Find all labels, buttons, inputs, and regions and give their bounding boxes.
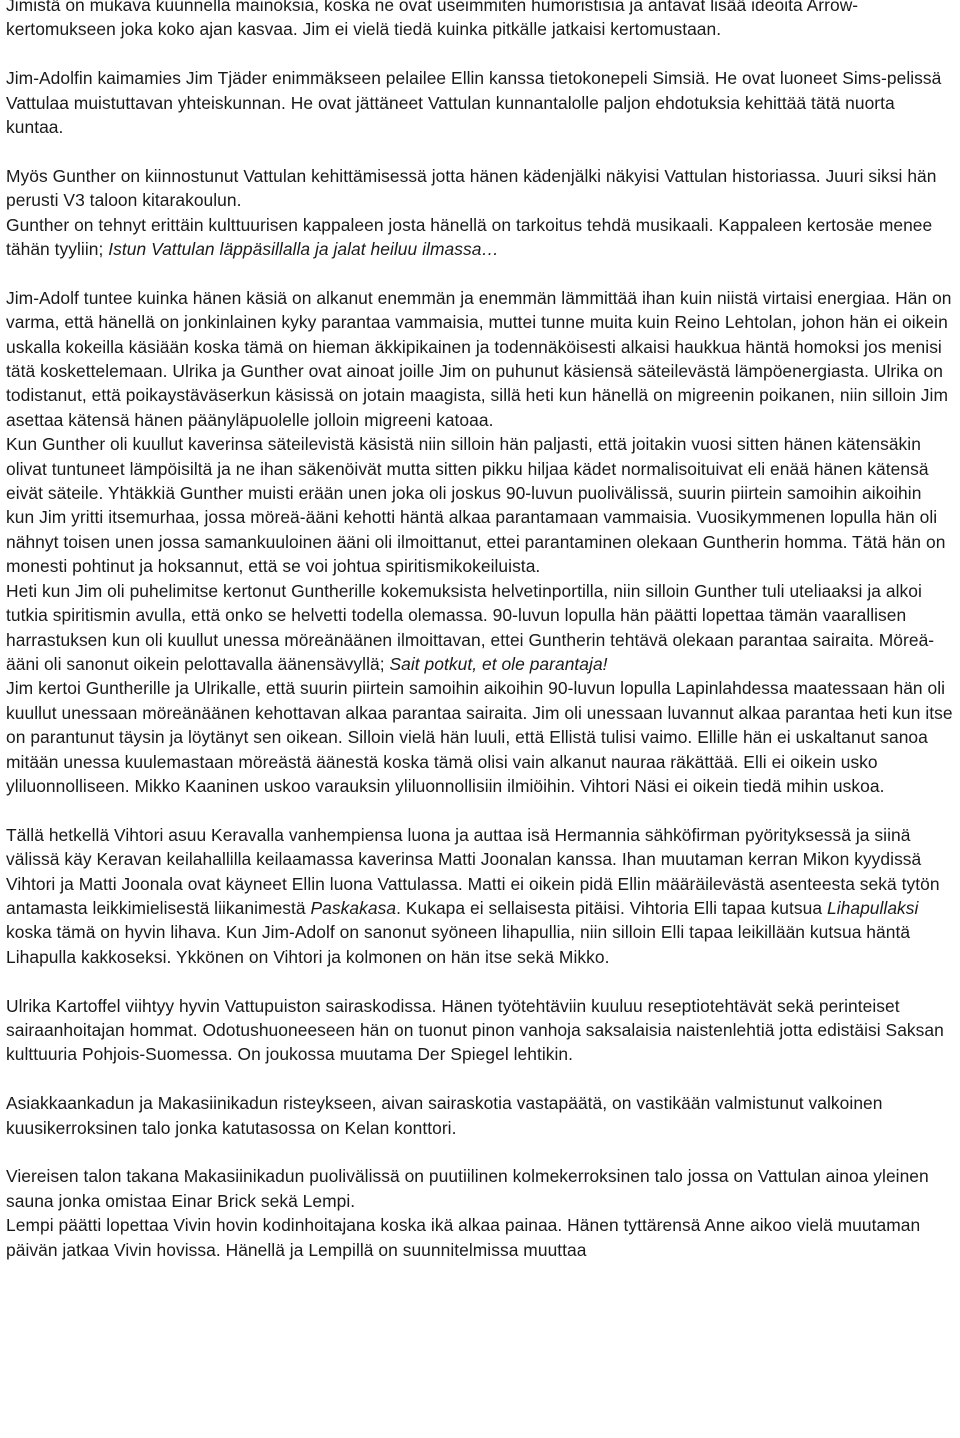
paragraph-9-text-a: Tällä hetkellä Vihtori asuu Keravalla vanhempiensa luona ja auttaa isä Hermannia sähköfirman pyörityksessä ja siinä välissä käy Keravan keilahallilla keilaamassa kaverinsa Matti Joonalan kanssa. Ihan muutaman kerran Mikon kyydissä Vihtori ja Matti Joonala ovat käyneet Ellin luona Vattulassa. Matti ei oikein pidä Ellin määräilevästä asenteesta sekä tytön antamasta leikkimielisestä liikanimestä [6, 824, 940, 918]
paragraph-gap [6, 1067, 954, 1091]
paragraph-9-text-c: . Kukapa ei sellaisesta pitäisi. Vihtoria Elli tapaa kutsua [396, 897, 827, 918]
paragraph-1: Jimistä on mukava kuunnella mainoksia, koska ne ovat useimmiten humoristisia ja antavat lisää ideoita Arrow-kertomukseen joka koko ajan kasvaa. Jim ei vielä tiedä kuinka pitkälle jatkaisi kertomustaan. [6, 0, 859, 40]
paragraph-9 [6, 823, 954, 969]
nickname-lihapullaksi: Lihapullaksi [826, 897, 919, 918]
paragraph-11: Asiakkaankadun ja Makasiinikadun risteykseen, aivan sairaskotia vastapäätä, on vastikään valmistunut valkoinen kuusikerroksinen talo jonka katutasossa on Kelan konttori. [6, 1093, 883, 1138]
paragraph-7 [6, 579, 954, 677]
paragraph-4-text: Gunther on tehnyt erittäin kulttuurisen kappaleen josta hänellä on tarkoitus tehdä musikaali. Kappaleen kertosäe menee tähän tyyliin; [6, 214, 933, 260]
paragraph-10: Ulrika Kartoffel viihtyy hyvin Vattupuiston sairaskodissa. Hänen työtehtäviin kuuluu reseptiotehtävät sekä perinteiset sairaanhoitajan hommat. Odotushuoneeseen hän on tuonut pinon vanhoja saksalaisia naistenlehtiä jotta edistäisi Saksan kulttuuria Pohjois-Suomessa. On joukossa muutama Der Spiegel lehtikin. [6, 995, 944, 1065]
paragraph-gap [6, 1140, 954, 1164]
paragraph-13: Lempi päätti lopettaa Vivin hovin kodinhoitajana koska ikä alkaa painaa. Hänen tyttärensä Anne aikoo vielä muutaman päivän jatkaa Vivin hovissa. Hänellä ja Lempillä on suunnitelmissa muuttaa [6, 1215, 921, 1260]
document-page [6, 0, 954, 1262]
paragraph-8: Jim kertoi Guntherille ja Ulrikalle, että suurin piirtein samoihin aikoihin 90-luvun lopulla Lapinlahdessa maatessaan hän oli kuullut unessaan möreänäänen kehottavan alkaa parantaa sairaita. Jim oli unessaan luvannut alkaa parantaa heti kun itse on parantunut täysin ja löytänyt sen oikean. Silloin vielä hän luuli, että Ellistä tulisi vaimo. Ellille hän ei uskaltanut sanoa mitään unessa kuulemastaan möreästä äänestä koska tämä olisi vain alkanut nauraa räkättää. Elli ei oikein usko yliluonnolliseen. Mikko Kaaninen uskoo varauksin yliluonnollisiin ilmiöihin. Vihtori Näsi ei oikein tiedä mihin uskoa. [6, 678, 953, 796]
paragraph-gap [6, 139, 954, 163]
paragraph-4 [6, 213, 954, 262]
song-lyric-quote: Istun Vattulan läppäsillalla ja jalat heiluu ilmassa… [108, 239, 499, 260]
paragraph-gap [6, 798, 954, 822]
paragraph-gap [6, 969, 954, 993]
paragraph-gap [6, 261, 954, 285]
paragraph-9-text-e: koska tämä on hyvin lihava. Kun Jim-Adolf on sanonut syöneen lihapullia, niin silloin Elli tapaa leikillään kutsua häntä Lihapulla kakkoseksi. Ykkönen on Vihtori ja kolmonen on hän itse sekä Mikko. [6, 922, 911, 967]
paragraph-12: Viereisen talon takana Makasiinikadun puolivälissä on puutiilinen kolmekerroksinen talo jossa on Vattulan ainoa yleinen sauna jonka omistaa Einar Brick sekä Lempi. [6, 1166, 929, 1211]
paragraph-gap [6, 42, 954, 66]
voice-quote: Sait potkut, et ole parantaja! [389, 653, 608, 674]
paragraph-6: Kun Gunther oli kuullut kaverinsa säteilevistä käsistä niin silloin hän paljasti, että joitakin vuosi sitten hänen kätensäkin olivat tuntuneet lämpöisiltä ja ne ihan säkenöivät mutta sitten pikku hiljaa kädet normalisoituivat eli enää hänen kätensä eivät säteile. Yhtäkkiä Gunther muisti erään unen joka oli joskus 90-luvun puolivälissä, suurin piirtein samoihin aikoihin kun Jim yritti itsemurhaa, jossa möreä-ääni kehotti häntä alkaa parantamaan vammaisia. Vuosikymmenen lopulla hän oli nähnyt toisen unen jossa samankuuloinen ääni oli ilmoittanut, ettei parantaminen olekaan Guntherin homma. Tätä hän on monesti pohtinut ja hoksannut, että se voi johtua spiritismikokeiluista. [6, 434, 946, 577]
nickname-paskakasa: Paskakasa [310, 897, 397, 918]
paragraph-3: Myös Gunther on kiinnostunut Vattulan kehittämisessä jotta hänen kädenjälki näkyisi Vattulan historiassa. Juuri siksi hän perusti V3 taloon kitarakoulun. [6, 165, 937, 211]
paragraph-7-text: Heti kun Jim oli puhelimitse kertonut Guntherille kokemuksista helvetinportilla, niin silloin Gunther tuli uteliaaksi ja alkoi tutkia spiritismin avulla, että onko se helvetti todella olemassa. 90-luvun lopulla hän päätti lopettaa tämän vaarallisen harrastuksen kun oli kuullut unessa möreänäänen ilmoittavan, ettei Guntherin tehtävä olekaan parantaa sairaita. Möreä-ääni oli sanonut oikein pelottavalla äänensävyllä; [6, 580, 935, 674]
paragraph-2: Jim-Adolfin kaimamies Jim Tjäder enimmäkseen pelailee Ellin kanssa tietokonepeli Simsiä. He ovat luoneet Sims-pelissä Vattulaa muistuttavan yhteiskunnan. He ovat jättäneet Vattulan kunnantalolle paljon ehdotuksia kehittää tätä nuorta kuntaa. [6, 68, 942, 138]
paragraph-5: Jim-Adolf tuntee kuinka hänen käsiä on alkanut enemmän ja enemmän lämmittää ihan kuin niistä virtaisi energiaa. Hän on varma, että hänellä on jonkinlainen kyky parantaa vammaisia, muttei tunne muita kuin Reino Lehtolan, johon hän ei oikein uskalla kokeilla käsiään koska tämä on hieman äkkipikainen ja todennäköisesti alkaisi haukkua häntä homoksi jos menisi tätä koskettelemaan. Ulrika ja Gunther ovat ainoat joille Jim on puhunut käsiensä säteilevästä lämpöenergiasta. Ulrika on todistanut, että poikaystäväserkun käsissä on jotain maagista, sillä heti kun hänellä on migreenin poikanen, niin silloin Jim asettaa kätensä hänen päänyläpuolelle jolloin migreeni katoaa. [6, 287, 952, 430]
